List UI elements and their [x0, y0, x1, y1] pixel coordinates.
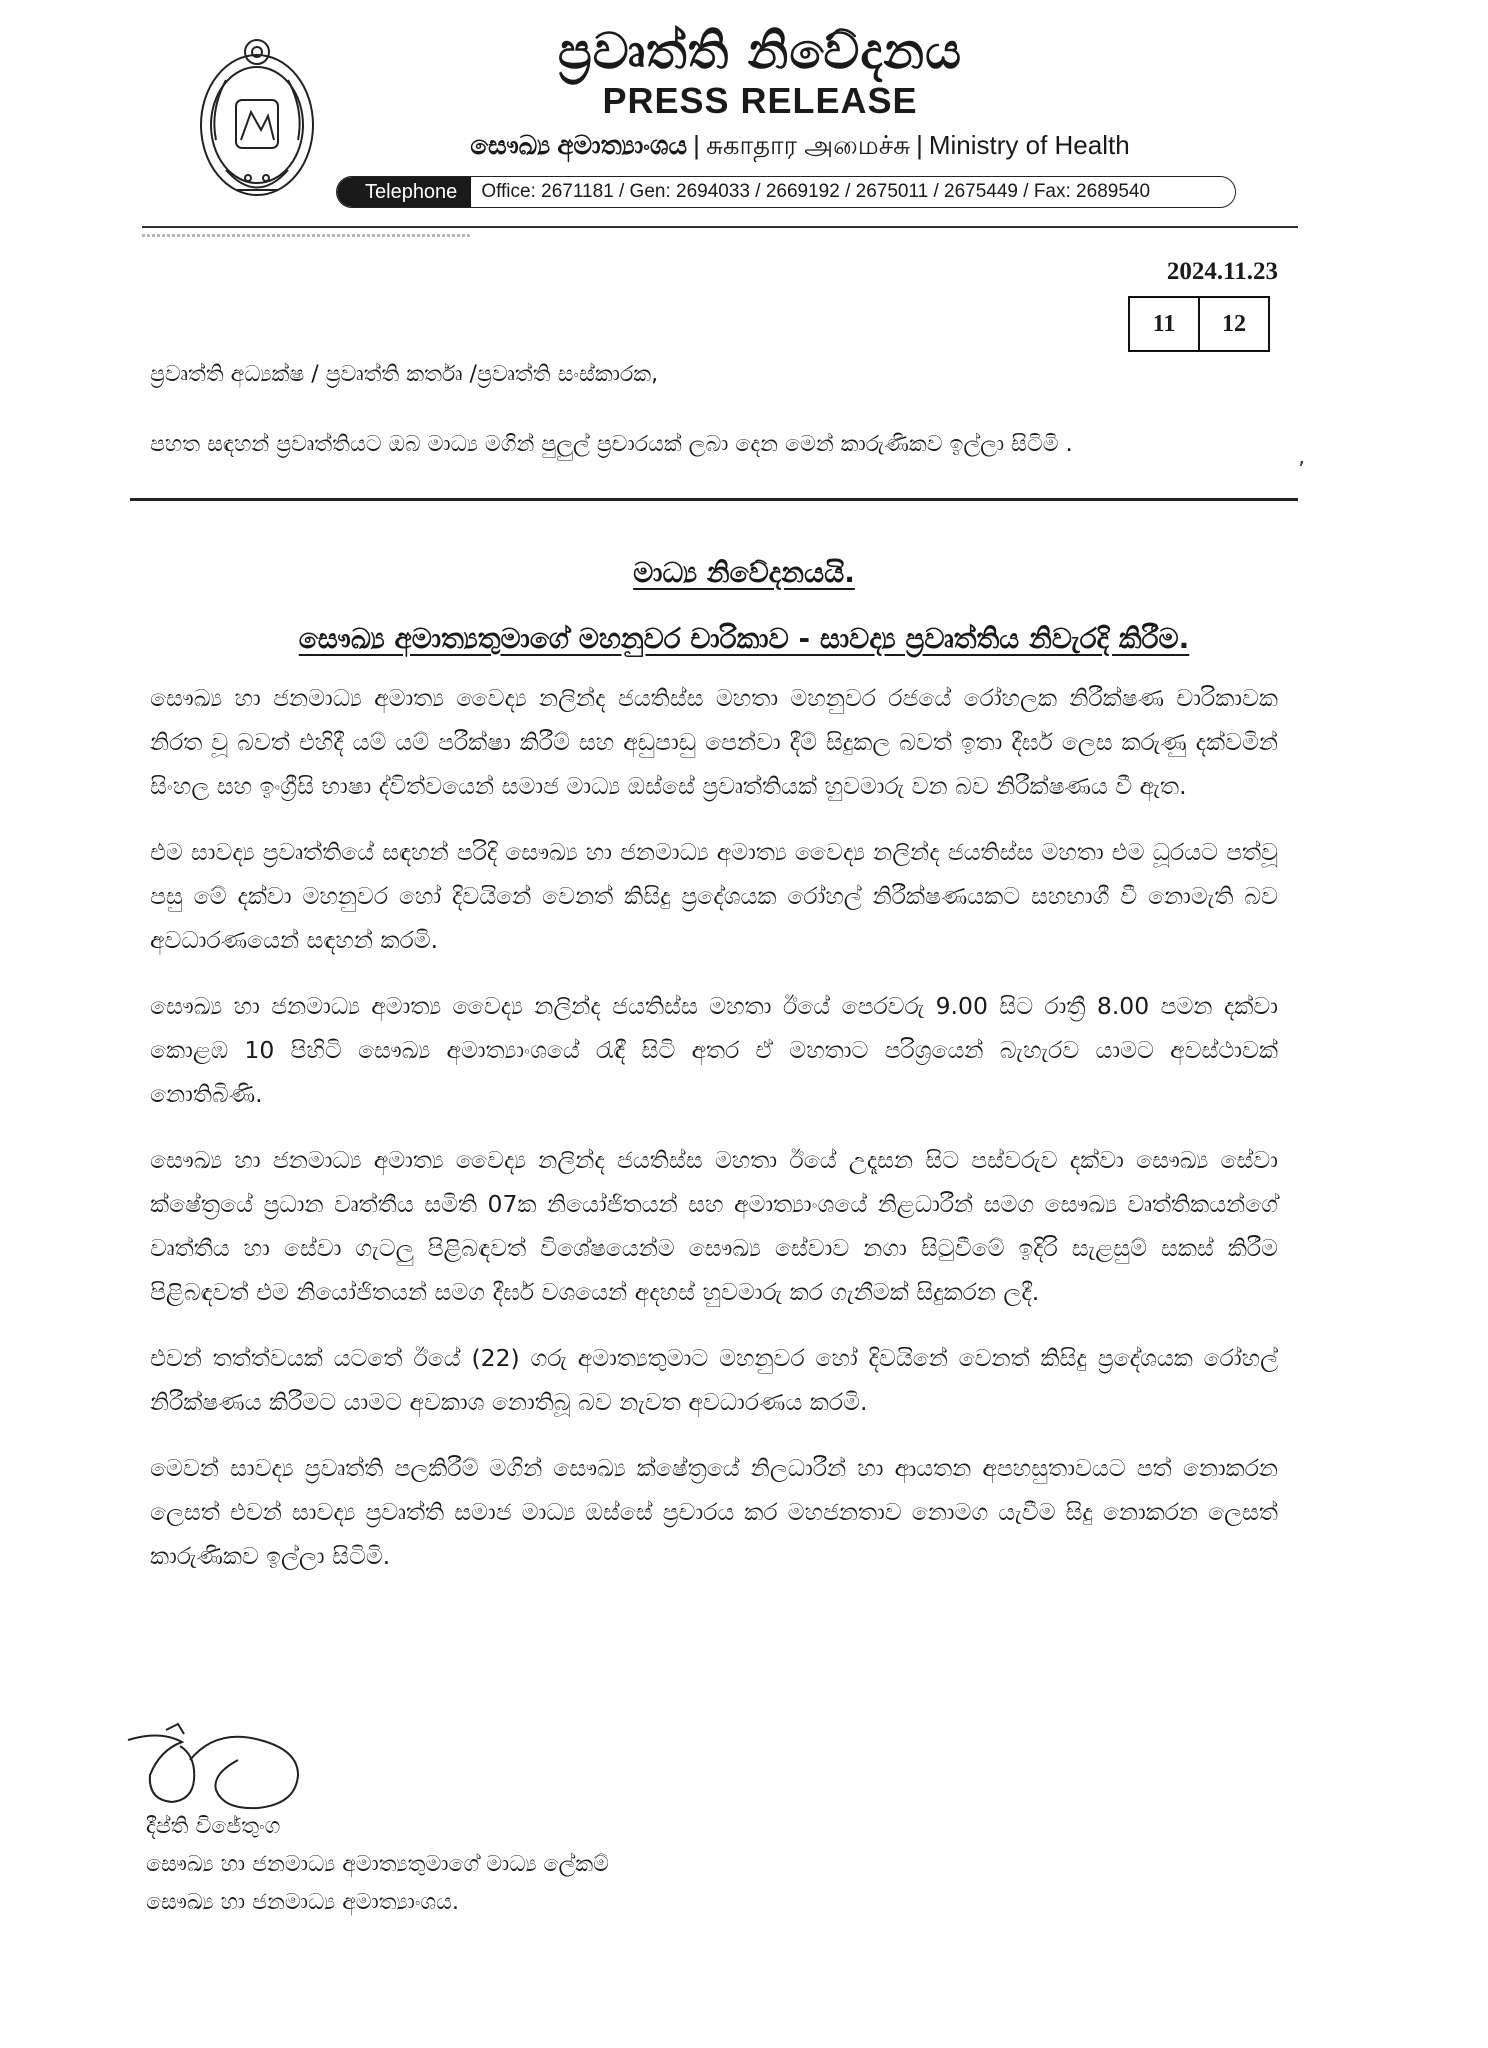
telephone-label: Telephone: [337, 177, 471, 207]
header-divider: [142, 226, 1298, 228]
heading-media-notice: [0, 556, 1488, 590]
body-paragraph: එවන් තත්ත්වයක් යටතේ ඊයේ (22) ගරු අමාත්‍යතුමාට මහනුවර හෝ දිවයිනේ වෙනත් කිසිදු ප්‍රදේශයක රෝහල් නිරීක්ෂණය කිරීමට යාමට අවකාශ නොතිබූ බව නැවත අවධාරණය කරමි.: [150, 1344, 1278, 1416]
telephone-bar: [336, 176, 1236, 208]
ministry-english: Ministry of Health: [928, 130, 1130, 160]
header-divider-dotted: [142, 234, 472, 237]
signer-title: සෞඛ්‍ය හා ජනමාධ්‍ය අමාත්‍යතුමාගේ මාධ්‍ය ලේකම්: [146, 1852, 609, 1877]
heading-subject: [0, 622, 1488, 656]
reference-right: 12: [1198, 298, 1268, 350]
publicity-request: පහත සඳහන් ප්‍රවෘත්තියට ඔබ මාධ්‍ය මගින් පුලුල් ප්‍රචාරයක් ලබා දෙන මෙන් කාරුණිකව ඉල්ලා සිටිමි .: [150, 432, 1073, 457]
body-paragraph: එම සාවද්‍ය ප්‍රවෘත්තියේ සඳහන් පරිදි සෞඛ්‍ය හා ජනමාධ්‍ය අමාත්‍ය වෛද්‍ය නලින්ද ජයතිස්ස මහතා එම ධූරයට පත්වූ පසු මේ දක්වා මහනුවර හෝ දිවයිනේ වෙනත් කිසිදු ප්‍රදේශයක රෝහල් නිරීක්ෂණයකට සහභාගී වී නොමැති බව අවධාරණයෙන් සඳහන් කරමි.: [150, 838, 1278, 954]
reference-number-box: [1128, 296, 1270, 352]
signer-office: සෞඛ්‍ය හා ජනමාධ්‍ය අමාත්‍යාංශය.: [146, 1890, 459, 1915]
reference-left: 11: [1152, 310, 1176, 337]
sri-lanka-emblem-icon: [196, 30, 318, 210]
body-paragraph: මෙවන් සාවද්‍ය ප්‍රවෘත්ති පලකිරීම් මගින් සෞඛ්‍ය ක්ෂේත්‍රයේ නිලධාරීන් හා ආයතන අපහසුතාවයට පත් නොකරන ලෙසත් එවන් සාවද්‍ය ප්‍රවෘත්ති සමාජ මාධ්‍ය ඔස්සේ ප්‍රචාරය කර මහජනතාව නොමග යැවීම සිදු නොකරන ලෙසත් කාරුණිකව ඉල්ලා සිටිමි.: [150, 1454, 1278, 1570]
body-paragraph: සෞඛ්‍ය හා ජනමාධ්‍ය අමාත්‍ය වෛද්‍ය නලින්ද ජයතිස්ස මහතා ඊයේ උදෑසන සිට පස්වරුව දක්වා සෞඛ්‍ය සේවා ක්ෂේත්‍රයේ ප්‍රධාන වෘත්තීය සමිති 07ක නියෝජිතයන් සහ අමාත්‍යාංශයේ නිළධාරීන් සමග සෞඛ්‍ය වෘත්තිකයන්ගේ වෘත්තීය හා සේවා ගැටලු පිළිබඳවත් විශේෂයෙන්ම සෞඛ්‍ය සේවාව නගා සිටුවීමේ ඉදිරි සැළසුම් සකස් කිරීම පිළිබඳවත් එම නියෝජිතයන් සමග දීර්ඝ වශයෙන් අදහස් හුවමාරු කර ගැනීමක් සිදුකරන ලදී.: [150, 1146, 1278, 1306]
signer-name: දීප්ති විජේතුංග: [146, 1814, 281, 1839]
release-body: [150, 676, 1278, 1600]
signature-icon: [120, 1720, 320, 1820]
margin-mark: ٬: [1298, 458, 1305, 483]
title-english: PRESS RELEASE: [602, 80, 918, 121]
section-divider: [130, 498, 1298, 501]
ministry-sinhala: සෞඛ්‍ය අමාත්‍යාංශය: [470, 130, 688, 160]
signer-block: [146, 1808, 609, 1922]
title-sinhala: ප්‍රවෘත්ති නිවේදනය: [557, 22, 963, 80]
release-date: 2024.11.23: [1166, 258, 1278, 285]
body-paragraph: සෞඛ්‍ය හා ජනමාධ්‍ය අමාත්‍ය වෛද්‍ය නලින්ද ජයතිස්ස මහතා මහනුවර රජයේ රෝහලක නිරීක්ෂණ චාරිකාවක නිරත වූ බවත් එහිදී යම් යම් පරීක්ෂා කිරීම් සහ අඩුපාඩු පෙන්වා දීම් සිදුකල බවත් ඉතා දීර්ඝ ලෙස කරුණු දක්වමින් සිංහල සහ ඉංග්‍රීසි භාෂා ද්විත්වයෙන් සමාජ මාධ්‍ය ඔස්සේ ප්‍රවෘත්තියක් හුවමාරු වන බව නිරීක්ෂණය වී ඇත.: [150, 684, 1278, 800]
body-paragraph: සෞඛ්‍ය හා ජනමාධ්‍ය අමාත්‍ය වෛද්‍ය නලින්ද ජයතිස්ස මහතා ඊයේ පෙරවරු 9.00 සිට රාත්‍රී 8.00 පමන දක්වා කොළඹ 10 පිහිටි සෞඛ්‍ය අමාත්‍යාංශයේ රැඳී සිටි අතර ඒ මහතාට පරිශ්‍රයෙන් බැහැරව යාමට අවස්ථාවක් නොතිබිණි.: [150, 992, 1278, 1108]
heading-subject-text: සෞඛ්‍ය අමාත්‍යතුමාගේ මහනුවර චාරිකාව - සාවද්‍ය ප්‍රවෘත්තිය නිවැරදි කිරීම.: [298, 622, 1190, 655]
telephone-numbers: Office: 2671181 / Gen: 2694033 / 2669192 / 2675011 / 2675449 / Fax: 2689540: [481, 181, 1151, 202]
ministry-tamil: சுகாதார அமைச்சு: [705, 130, 911, 160]
ministry-line: සෞඛ්‍ය අමාත්‍යාංශය | சுகாதார அமைச்சு | Ministry of Health: [470, 130, 1130, 160]
addressee-line: ප්‍රවෘත්ති අධ්‍යක්ෂ / ප්‍රවෘත්ති කර්තෘ /ප්‍රවෘත්ති සංස්කාරක,: [150, 362, 659, 387]
heading-media-notice-text: මාධ්‍ය නිවේදනයයි.: [633, 556, 855, 589]
